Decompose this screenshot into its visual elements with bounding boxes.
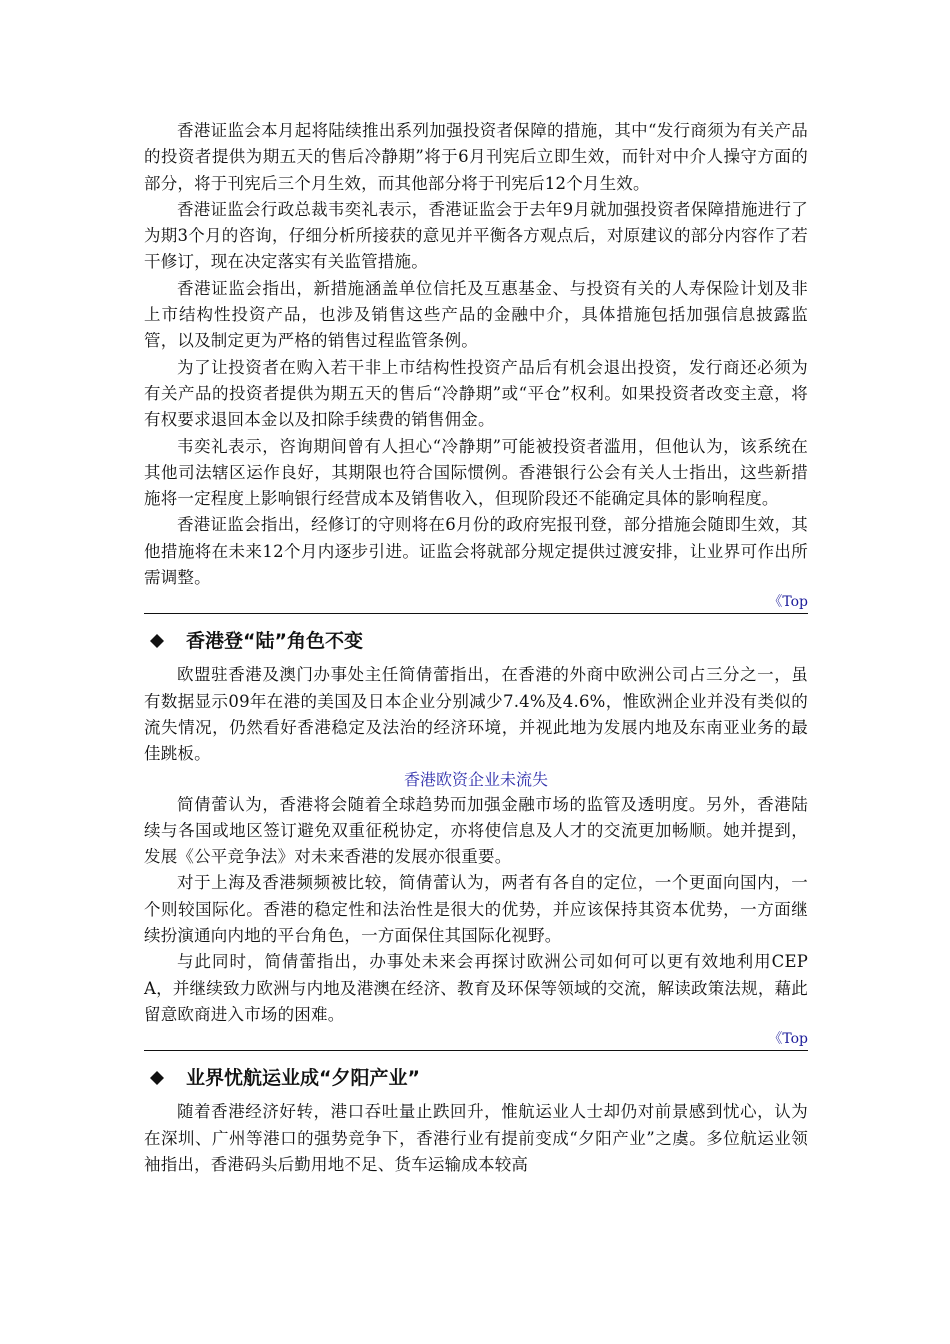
paragraph: 香港证监会指出，新措施涵盖单位信托及互惠基金、与投资有关的人寿保险计划及非上市结构性投资产品，也涉及销售这些产品的金融中介，具体措施包括加强信息披露监管，以及制定更为严格的销售过程监管条例。 (144, 278, 808, 351)
paragraph: 香港证监会本月起将陆续推出系列加强投资者保障的措施，其中“发行商须为有关产品的投资者提供为期五天的售后冷静期”将于6月刊宪后立即生效，而针对中介人操守方面的部分，将于刊宪后三个月生效，而其他部分将于刊宪后12个月生效。 (144, 121, 808, 193)
document-page (144, 118, 808, 1178)
section-heading (144, 1065, 808, 1091)
article-section-shipping-industry (144, 1065, 808, 1178)
back-to-top-link[interactable]: 《Top (768, 594, 808, 611)
article-section-investor-protection (144, 118, 808, 614)
paragraph: 简倩蕾认为，香港将会随着全球趋势而加强金融市场的监管及透明度。另外，香港陆续与各国或地区签订避免双重征税协定，亦将使信息及人才的交流更加畅顺。她并提到，发展《公平竞争法》对未来香港的发展亦很重要。 (144, 794, 808, 867)
back-to-top-link[interactable]: 《Top (768, 1031, 808, 1048)
section-heading (144, 628, 808, 654)
paragraph: 对于上海及香港频频被比较，简倩蕾认为，两者有各自的定位，一个更面向国内，一个则较国际化。香港的稳定性和法治性是很大的优势，并应该保持其资本优势，一方面继续扮演通向内地的平台角色，一方面保住其国际化视野。 (144, 873, 808, 946)
subheading: 香港欧资企业未流失 (403, 769, 548, 789)
section-heading-text: 香港登“陆”角色不变 (186, 630, 363, 653)
paragraph: 香港证监会指出，经修订的守则将在6月份的政府宪报刊登，部分措施会随即生效，其他措施将在未来12个月内逐步引进。证监会将就部分规定提供过渡安排，让业界可作出所需调整。 (144, 515, 808, 588)
section-heading-text: 业界忧航运业成“夕阳产业” (186, 1067, 420, 1090)
paragraph: 香港证监会行政总裁韦奕礼表示，香港证监会于去年9月就加强投资者保障措施进行了为期3个月的咨询，仔细分析所接获的意见并平衡各方观点后，对原建议的部分内容作了若干修订，现在决定落实有关监管措施。 (144, 199, 808, 272)
paragraph: 韦奕礼表示，咨询期间曾有人担心“冷静期”可能被投资者滥用，但他认为，该系统在其他司法辖区运作良好，其期限也符合国际惯例。香港银行公会有关人士指出，这些新措施将一定程度上影响银行经营成本及销售收入，但现阶段还不能确定具体的影响程度。 (144, 436, 808, 509)
paragraph: 欧盟驻香港及澳门办事处主任简倩蕾指出，在香港的外商中欧洲公司占三分之一，虽有数据显示09年在港的美国及日本企业分别减少7.4%及4.6%，惟欧洲企业并没有类似的流失情况，仍然看好香港稳定及法治的经济环境，并视此地为发展内地及东南亚业务的最佳跳板。 (144, 665, 808, 764)
paragraph: 与此同时，简倩蕾指出，办事处未来会再探讨欧洲公司如何可以更有效地利用CEPA，并继续致力欧洲与内地及港澳在经济、教育及环保等领域的交流，解读政策法规，藉此留意欧商进入市场的困难。 (144, 952, 808, 1024)
paragraph: 为了让投资者在购入若干非上市结构性投资产品后有机会退出投资，发行商还必须为有关产品的投资者提供为期五天的售后“冷静期”或“平仓”权利。如果投资者改变主意，将有权要求退回本金以及扣除手续费的销售佣金。 (144, 357, 808, 430)
diamond-icon (150, 634, 164, 648)
article-section-hong-kong-role (144, 628, 808, 1051)
paragraph: 随着香港经济好转，港口吞吐量止跌回升，惟航运业人士却仍对前景感到忧心，认为在深圳、广州等港口的强势竞争下，香港行业有提前变成“夕阳产业”之虞。多位航运业领袖指出，香港码头后勤用地不足、货车运输成本较高 (144, 1102, 808, 1174)
section-divider (144, 613, 808, 614)
diamond-icon (150, 1071, 164, 1085)
section-divider (144, 1050, 808, 1051)
